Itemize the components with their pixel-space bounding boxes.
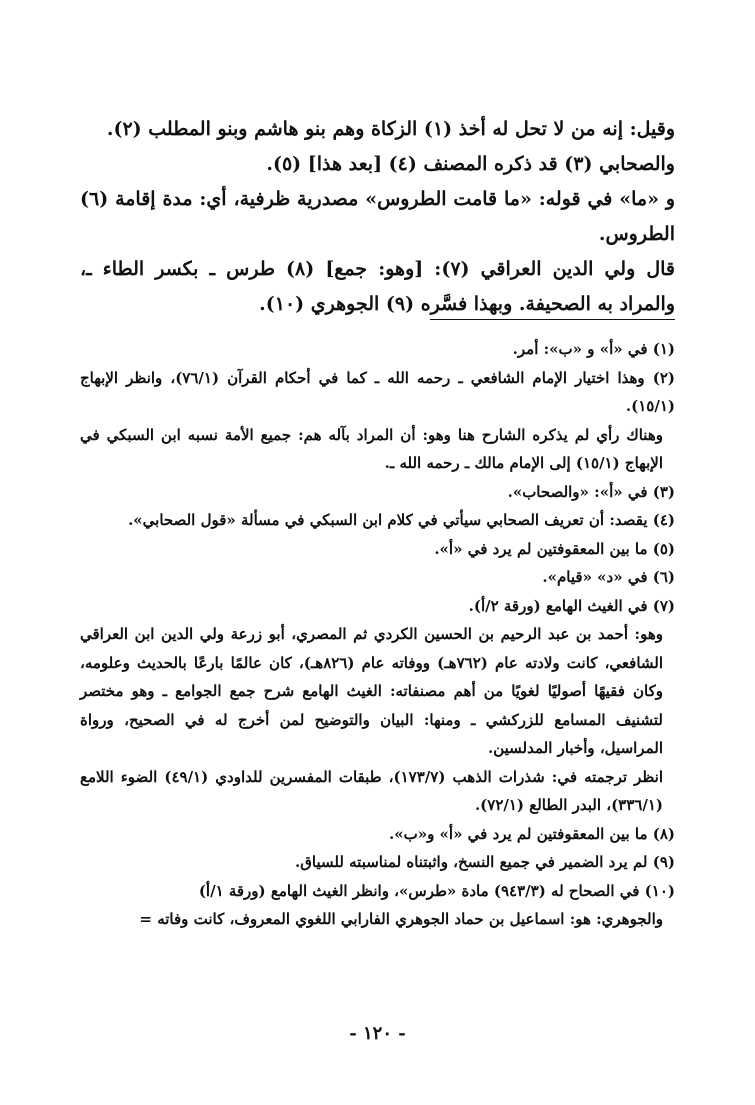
footnote-2: (٢) وهذا اختيار الإمام الشافعي ـ رحمه الله ـ كما في أحكام القرآن (٧٦/١)، وانظر الإبهاج (١٥/١).	[80, 368, 675, 415]
footnote-7-biography: وهو: أحمد بن عبد الرحيم بن الحسين الكردي ثم المصري، أبو زرعة ولي الدين ابن العراقي الشافعي، كانت ولادته عام (٧٦٢هـ) ووفاته عام (٨٢٦هـ)، كان عالمًا بارعًا بالحديث وعلومه، وكان فقيهًا أصوليًا لغويًا من أهم مصنفاته: الغيث الهامع شرح جمع الجوامع ـ وهو مختصر لتشنيف المسامع للزركشي ـ ومنها: البيان والتوضيح لمن أخرج له في الصحيح، ورواة المراسيل، وأخبار المدلسين.	[80, 625, 664, 757]
main-text-block	[80, 112, 675, 322]
main-paragraph-3: و «ما» في قوله: «ما قامت الطروس» مصدرية ظرفية، أي: مدة إقامة (٦) الطروس.	[80, 188, 675, 245]
main-paragraph-4: قال ولي الدين العراقي (٧): [وهو: جمع] (٨) طرس ـ بكسر الطاء ـ، والمراد به الصحيفة. وبهذا فسَّره (٩) الجوهري (١٠).	[80, 258, 676, 315]
footnote-7: (٧) في الغيث الهامع (ورقة ٢/أ).	[468, 596, 675, 615]
footnote-5: (٥) ما بين المعقوفتين لم يرد في «أ».	[434, 539, 675, 558]
footnote-8: (٨) ما بين المعقوفتين لم يرد في «أ» و«ب».	[388, 824, 675, 843]
footnote-3: (٣) في «أ»: «والصحاب».	[507, 482, 675, 501]
footnote-10: (١٠) في الصحاح له (٩٤٣/٣) مادة «طرس»، وانظر الغيث الهامع (ورقة ١/أ)	[198, 881, 675, 900]
main-paragraph-1: وقيل: إنه من لا تحل له أخذ (١) الزكاة وهم بنو هاشم وبنو المطلب (٢).	[106, 118, 675, 140]
footnote-7-references: انظر ترجمته في: شذرات الذهب (١٧٣/٧)، طبقات المفسرين للداودي (٤٩/١) الضوء اللامع (٣٣٦/١)، البدر الطالع (٧٢/١).	[80, 767, 664, 814]
page-number: - ١٢٠ -	[349, 1023, 406, 1044]
footnote-2-continuation: وهناك رأي لم يذكره الشارح هنا وهو: أن المراد بآله هم: جميع الأمة نسبه ابن السبكي في الإبهاج (١٥/١) إلى الإمام مالك ـ رحمه الله ـ.	[80, 425, 663, 472]
footnotes-block	[80, 335, 675, 934]
footnote-10-continuation: والجوهري: هو: اسماعيل بن حماد الجوهري الفارابي اللغوي المعروف، كانت وفاته =	[139, 910, 663, 928]
footnote-separator-line	[430, 319, 675, 320]
footnote-9: (٩) لم يرد الضمير في جميع النسخ، واثبتناه لمناسبته للسياق.	[295, 853, 675, 871]
footnote-4: (٤) يقصد: أن تعريف الصحابي سيأتي في كلام ابن السبكي في مسألة «قول الصحابي».	[128, 511, 675, 529]
footnote-6: (٦) في «د» «قيام».	[542, 568, 675, 586]
main-paragraph-2: والصحابي (٣) قد ذكره المصنف (٤) [بعد هذا] (٥).	[266, 153, 675, 175]
footnote-1: (١) في «أ» و «ب»: أمر.	[512, 340, 675, 358]
